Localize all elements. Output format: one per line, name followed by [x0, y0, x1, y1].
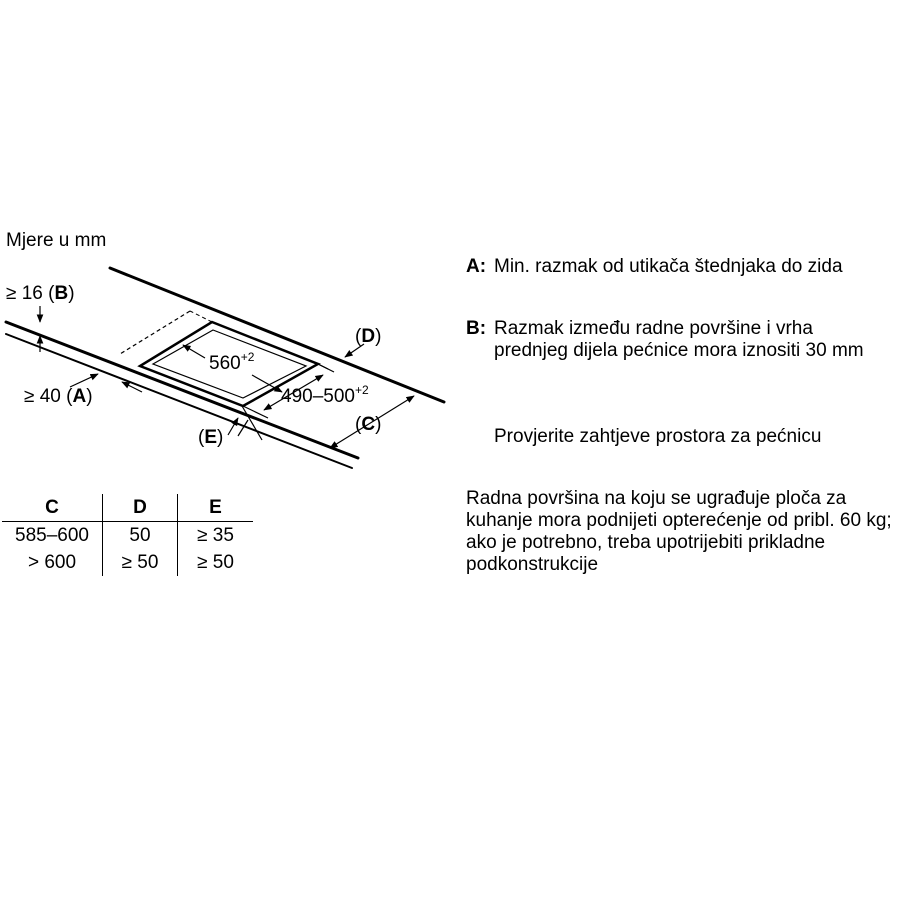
table-row — [2, 522, 253, 550]
e-extension-line — [242, 406, 262, 440]
note-text: Min. razmak od utikača štednjaka do zida — [494, 256, 843, 277]
d-dimension-arrow-2 — [318, 364, 334, 372]
width-arrow-left — [183, 345, 205, 358]
width-dimension-label: $560^{+2}$ — [209, 350, 255, 374]
width-arrow-right — [252, 375, 282, 392]
label-e: (E) — [198, 427, 224, 448]
note-text: Razmak između radne površine i vrha prednjeg dijela pećnice mora iznositi 30 mm — [494, 318, 864, 361]
clearance-a-hidden-line — [120, 311, 190, 354]
label-c: (C) — [355, 414, 382, 435]
cell-d: 50 — [103, 522, 178, 550]
unit-label: Mjere u mm — [6, 230, 107, 251]
depth-dimension-label: $490-500^{+2}$ — [281, 383, 369, 407]
note-key: A: — [466, 256, 487, 277]
clearance-table — [2, 494, 253, 576]
note-a — [466, 256, 846, 278]
load-bearing-note: Radna površina na koju se ugrađuje ploča za kuhanje mora podnijeti opterećenje od pribl. 60 kg; ako je potrebno, treba upotrijebiti prikladne podkonstrukcije — [466, 488, 892, 575]
cell-e: ≥ 35 — [178, 522, 254, 550]
table-header-row — [2, 494, 253, 522]
table-row — [2, 549, 253, 576]
diagram-labels — [6, 230, 381, 448]
label-d: (D) — [355, 326, 382, 347]
note-key: B: — [466, 318, 487, 339]
cell-e: ≥ 50 — [178, 549, 254, 576]
oven-space-note: Provjerite zahtjeve prostora za pećnicu — [494, 426, 822, 447]
note-b — [466, 318, 878, 362]
header-d: D — [103, 494, 178, 522]
label-b: ≥ 16 (B) — [6, 283, 75, 304]
label-a: ≥ 40 (A) — [24, 386, 93, 407]
cell-c: > 600 — [27, 552, 77, 573]
header-e: E — [178, 494, 254, 522]
cell-c: 585–600 — [15, 525, 89, 546]
header-c: C — [2, 494, 103, 522]
cell-d: ≥ 50 — [103, 549, 178, 576]
cutout-hidden-edge — [190, 311, 212, 322]
